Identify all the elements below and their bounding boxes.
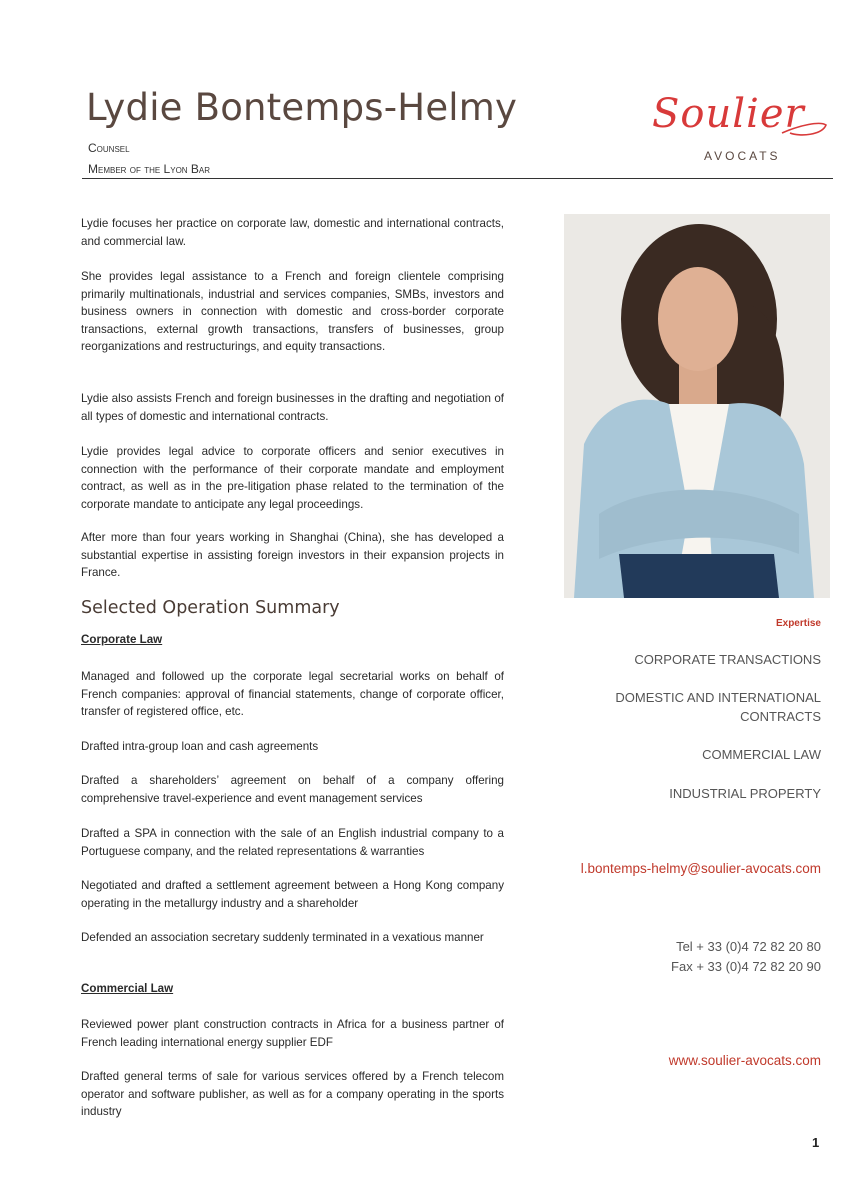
expertise-item: INDUSTRIAL PROPERTY (669, 786, 821, 801)
website-link[interactable]: www.soulier-avocats.com (668, 1053, 821, 1068)
operation-item: Defended an association secretary suddenly terminated in a vexatious manner (81, 931, 484, 944)
intro-paragraph: Lydie focuses her practice on corporate law, domestic and international contracts, and commercial law. (81, 217, 504, 248)
intro-paragraph: Lydie also assists French and foreign businesses in the drafting and negotiation of all types of domestic and international contracts. (81, 392, 504, 423)
phone-number: Tel + 33 (0)4 72 82 20 80 (676, 939, 821, 954)
soulier-logo (650, 91, 830, 165)
expertise-item: DOMESTIC AND INTERNATIONAL (615, 690, 821, 705)
bar-membership: Member of the Lyon Bar (88, 162, 211, 176)
intro-paragraph: After more than four years working in Shanghai (China), she has developed a substantial expertise in assisting foreign investors in their expansion projects in France. (81, 531, 504, 580)
role-title: Counsel (88, 141, 130, 155)
section-title: Selected Operation Summary (81, 598, 340, 618)
operation-item: Drafted general terms of sale for various services offered by a French telecom operator and software publisher, as well as for a company operating in the sports industry (81, 1070, 504, 1119)
operation-item: Drafted a SPA in connection with the sale of an English industrial company to a Portuguese company, and the related representations & warranties (81, 827, 504, 858)
fax-number: Fax + 33 (0)4 72 82 20 90 (671, 959, 821, 974)
logo-swash-icon (650, 95, 830, 155)
expertise-item: CONTRACTS (740, 709, 821, 724)
expertise-label: Expertise (775, 618, 821, 629)
operation-item: Managed and followed up the corporate legal secretarial works on behalf of French companies: approval of financial statements, change of corporate officer, transfer of registered office, etc. (81, 670, 504, 719)
header-divider (82, 178, 833, 179)
expertise-item: COMMERCIAL LAW (702, 747, 821, 762)
operation-item: Drafted intra-group loan and cash agreements (81, 740, 319, 753)
logo-subtitle: AVOCATS (704, 149, 781, 163)
lawyer-name: Lydie Bontemps-Helmy (86, 86, 518, 129)
email-link[interactable]: l.bontemps-helmy@soulier-avocats.com (580, 861, 821, 876)
intro-paragraph: Lydie provides legal advice to corporate officers and senior executives in connection with the performance of their corporate mandate and employment contract, as well as in the pre-litigation phase related to the termination of the corporate mandate to anticipate any legal proceedings. (81, 445, 504, 511)
intro-paragraph: She provides legal assistance to a French and foreign clientele comprising primarily multinationals, industrial and services companies, SMBs, investors and business owners in connection with domestic and cross-border corporate transactions, external growth transactions, transfers of businesses, group reorganizations and restructurings, and equity transactions. (81, 270, 504, 354)
page-number: 1 (812, 1135, 820, 1150)
operation-item: Reviewed power plant construction contracts in Africa for a business partner of French leading international energy supplier EDF (81, 1018, 504, 1049)
operation-item: Drafted a shareholders’ agreement on behalf of a company offering comprehensive travel-experience and event management services (81, 774, 504, 805)
expertise-item: CORPORATE TRANSACTIONS (634, 652, 821, 667)
commercial-law-heading: Commercial Law (81, 982, 174, 995)
operation-item: Negotiated and drafted a settlement agreement between a Hong Kong company operating in the metallurgy industry and a shareholder (81, 879, 504, 910)
portrait-photo (564, 214, 830, 598)
logo-wordmark: Soulier (652, 91, 805, 137)
corporate-law-heading: Corporate Law (81, 633, 163, 646)
